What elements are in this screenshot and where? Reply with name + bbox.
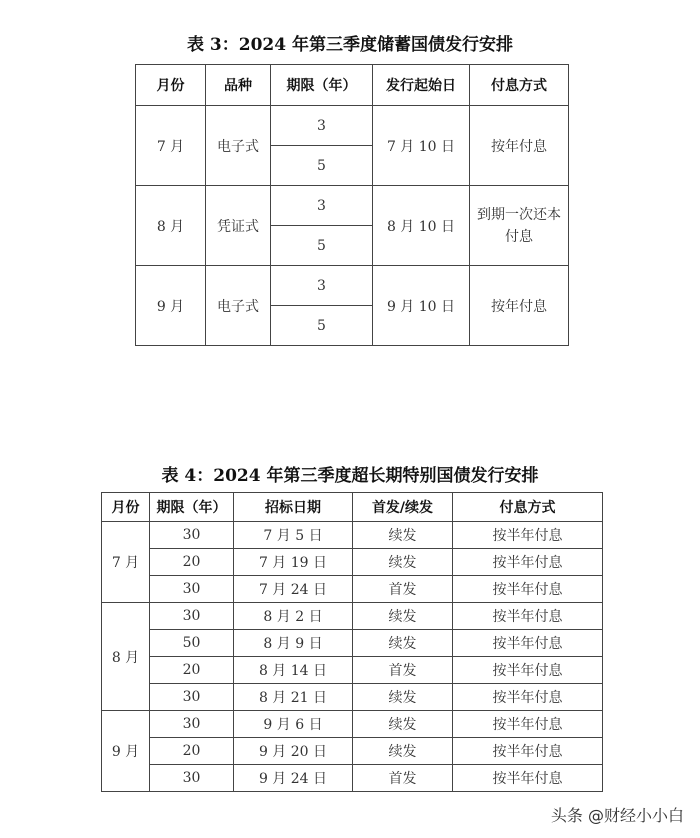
issue-type-cell: 续发 bbox=[353, 630, 453, 657]
table-row bbox=[102, 657, 603, 684]
table3-header-row bbox=[136, 65, 569, 106]
payment-cell: 按半年付息 bbox=[453, 522, 603, 549]
term-cell: 3 bbox=[271, 186, 373, 226]
table-row bbox=[102, 603, 603, 630]
auction-date-cell: 8 月 21 日 bbox=[234, 684, 353, 711]
payment-cell: 按半年付息 bbox=[453, 684, 603, 711]
term-cell: 30 bbox=[150, 765, 234, 792]
issue-type-cell: 首发 bbox=[353, 765, 453, 792]
term-cell: 3 bbox=[271, 106, 373, 146]
auction-date-cell: 9 月 24 日 bbox=[234, 765, 353, 792]
table4-header-row bbox=[102, 493, 603, 522]
auction-date-cell: 7 月 24 日 bbox=[234, 576, 353, 603]
start-date-cell: 8 月 10 日 bbox=[373, 186, 470, 266]
table-row bbox=[102, 549, 603, 576]
month-cell: 9 月 bbox=[102, 711, 150, 792]
issue-type-cell: 续发 bbox=[353, 522, 453, 549]
auction-date-cell: 8 月 14 日 bbox=[234, 657, 353, 684]
payment-text: 到期一次还本付息 bbox=[477, 206, 561, 245]
table3-header-start-date: 发行起始日 bbox=[373, 65, 470, 106]
issue-type-cell: 续发 bbox=[353, 684, 453, 711]
issue-type-cell: 续发 bbox=[353, 549, 453, 576]
table4-header-payment: 付息方式 bbox=[453, 493, 603, 522]
watermark: 头条 @财经小小白 bbox=[550, 806, 684, 825]
table4-header-auction-date: 招标日期 bbox=[234, 493, 353, 522]
term-cell: 50 bbox=[150, 630, 234, 657]
month-cell: 7 月 bbox=[102, 522, 150, 603]
auction-date-cell: 7 月 5 日 bbox=[234, 522, 353, 549]
type-cell: 凭证式 bbox=[206, 186, 271, 266]
issue-type-cell: 续发 bbox=[353, 738, 453, 765]
table-row bbox=[136, 186, 569, 226]
table4 bbox=[101, 492, 603, 792]
term-cell: 30 bbox=[150, 711, 234, 738]
payment-cell: 按半年付息 bbox=[453, 630, 603, 657]
table-row bbox=[102, 765, 603, 792]
payment-cell bbox=[470, 186, 569, 266]
table4-header-term: 期限（年） bbox=[150, 493, 234, 522]
payment-cell: 按半年付息 bbox=[453, 549, 603, 576]
type-cell: 电子式 bbox=[206, 106, 271, 186]
auction-date-cell: 8 月 2 日 bbox=[234, 603, 353, 630]
issue-type-cell: 首发 bbox=[353, 576, 453, 603]
payment-cell: 按半年付息 bbox=[453, 765, 603, 792]
payment-cell: 按半年付息 bbox=[453, 576, 603, 603]
auction-date-cell: 8 月 9 日 bbox=[234, 630, 353, 657]
table4-header-month: 月份 bbox=[102, 493, 150, 522]
term-cell: 20 bbox=[150, 657, 234, 684]
term-cell: 30 bbox=[150, 522, 234, 549]
term-cell: 5 bbox=[271, 226, 373, 266]
table-row bbox=[102, 522, 603, 549]
issue-type-cell: 首发 bbox=[353, 657, 453, 684]
table-row bbox=[102, 684, 603, 711]
payment-cell: 按半年付息 bbox=[453, 711, 603, 738]
auction-date-cell: 7 月 19 日 bbox=[234, 549, 353, 576]
table-row bbox=[102, 630, 603, 657]
term-cell: 20 bbox=[150, 738, 234, 765]
table3-header-month: 月份 bbox=[136, 65, 206, 106]
table-row bbox=[102, 711, 603, 738]
table-row bbox=[136, 266, 569, 306]
payment-cell: 按半年付息 bbox=[453, 603, 603, 630]
table4-header-issue-type: 首发/续发 bbox=[353, 493, 453, 522]
issue-type-cell: 续发 bbox=[353, 711, 453, 738]
table-row bbox=[136, 106, 569, 146]
term-cell: 3 bbox=[271, 266, 373, 306]
table3-title: 表 3：2024 年第三季度储蓄国债发行安排 bbox=[187, 35, 513, 55]
term-cell: 5 bbox=[271, 306, 373, 346]
month-cell: 8 月 bbox=[102, 603, 150, 711]
auction-date-cell: 9 月 6 日 bbox=[234, 711, 353, 738]
table3-header-term: 期限（年） bbox=[271, 65, 373, 106]
table-row bbox=[102, 738, 603, 765]
table3-header-type: 品种 bbox=[206, 65, 271, 106]
month-cell: 8 月 bbox=[136, 186, 206, 266]
payment-cell: 按半年付息 bbox=[453, 657, 603, 684]
term-cell: 20 bbox=[150, 549, 234, 576]
month-cell: 9 月 bbox=[136, 266, 206, 346]
type-cell: 电子式 bbox=[206, 266, 271, 346]
table3 bbox=[135, 64, 569, 346]
payment-cell: 按年付息 bbox=[470, 106, 569, 186]
payment-cell: 按半年付息 bbox=[453, 738, 603, 765]
table3-header-payment: 付息方式 bbox=[470, 65, 569, 106]
month-cell: 7 月 bbox=[136, 106, 206, 186]
term-cell: 5 bbox=[271, 146, 373, 186]
payment-cell: 按年付息 bbox=[470, 266, 569, 346]
issue-type-cell: 续发 bbox=[353, 603, 453, 630]
term-cell: 30 bbox=[150, 684, 234, 711]
term-cell: 30 bbox=[150, 603, 234, 630]
term-cell: 30 bbox=[150, 576, 234, 603]
auction-date-cell: 9 月 20 日 bbox=[234, 738, 353, 765]
start-date-cell: 9 月 10 日 bbox=[373, 266, 470, 346]
table-row bbox=[102, 576, 603, 603]
table4-title: 表 4：2024 年第三季度超长期特别国债发行安排 bbox=[161, 466, 539, 486]
start-date-cell: 7 月 10 日 bbox=[373, 106, 470, 186]
